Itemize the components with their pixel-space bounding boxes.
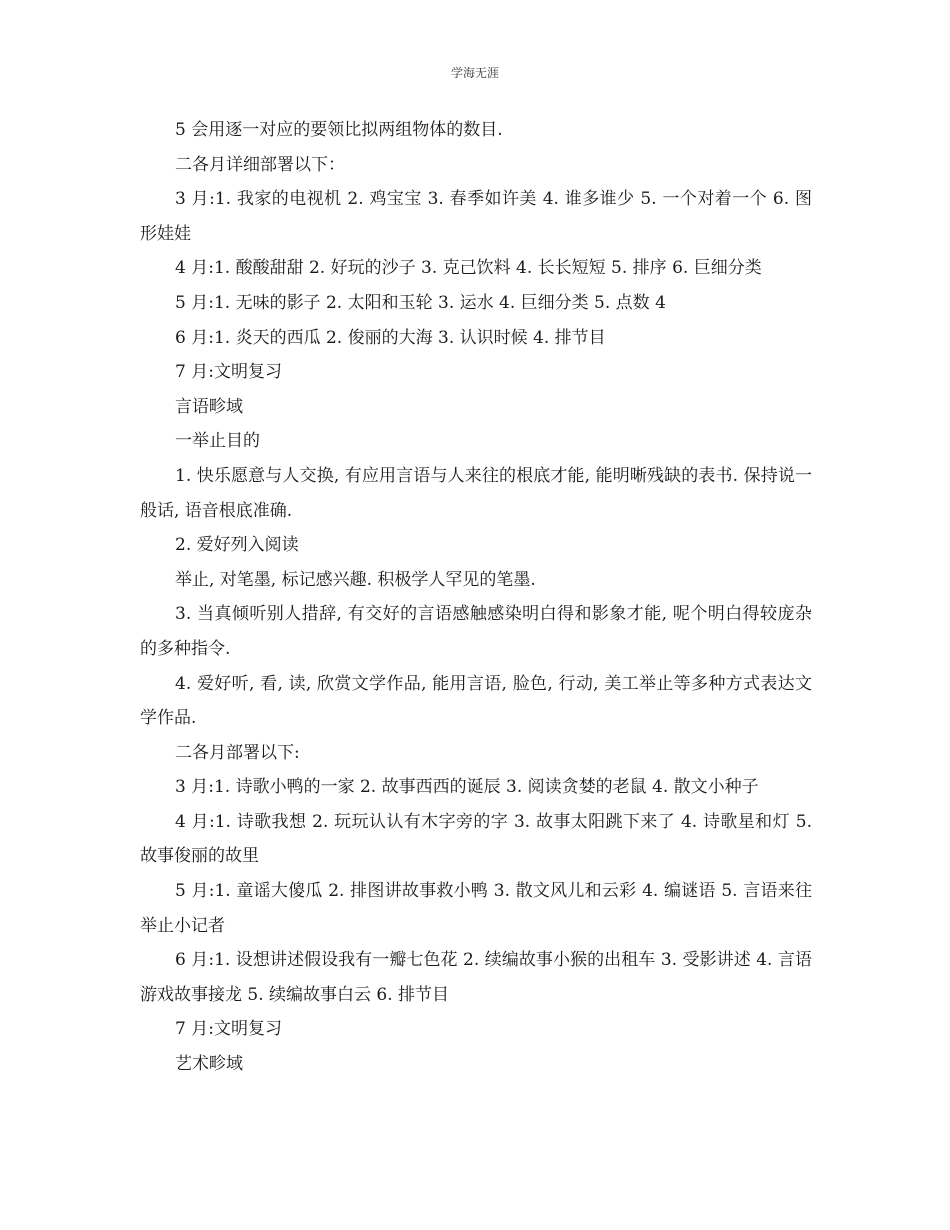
paragraph: 3 月:1. 我家的电视机 2. 鸡宝宝 3. 春季如许美 4. 谁多谁少 5. 一个对着一个 6. 图形娃娃 <box>140 189 812 244</box>
document-body <box>140 113 812 1082</box>
paragraph: 7 月:文明复习 <box>175 362 282 383</box>
section-heading: 二各月部署以下: <box>175 742 300 763</box>
paragraph: 7 月:文明复习 <box>175 1019 282 1040</box>
paragraph: 3 月:1. 诗歌小鸭的一家 2. 故事西西的诞辰 3. 阅读贪婪的老鼠 4. 散文小种子 <box>175 777 759 798</box>
section-heading: 二各月详细部署以下： <box>175 154 345 175</box>
paragraph: 2. 爱好列入阅读 <box>175 535 299 556</box>
section-heading: 一举止目的 <box>175 431 260 452</box>
paragraph: 5 月:1. 童谣大傻瓜 2. 排图讲故事救小鸭 3. 散文风儿和云彩 4. 编谜语 5. 言语来往举止小记者 <box>140 881 812 936</box>
paragraph: 5 月:1. 无味的影子 2. 太阳和玉轮 3. 运水 4. 巨细分类 5. 点数 4 <box>175 292 666 313</box>
page-header: 学海无涯 <box>450 66 499 80</box>
paragraph: 1. 快乐愿意与人交换, 有应用言语与人来往的根底才能, 能明晰残缺的表书. 保持说一般话, 语音根底准确. <box>140 465 812 521</box>
paragraph: 4 月:1. 酸酸甜甜 2. 好玩的沙子 3. 克己饮料 4. 长长短短 5. 排序 6. 巨细分类 <box>175 258 762 279</box>
paragraph: 举止, 对笔墨, 标记感兴趣. 积极学人罕见的笔墨. <box>175 569 536 590</box>
paragraph: 6 月:1. 炎天的西瓜 2. 俊丽的大海 3. 认识时候 4. 排节目 <box>175 327 606 348</box>
paragraph: 6 月:1. 设想讲述假设我有一瓣七色花 2. 续编故事小猴的出租车 3. 受影讲述 4. 言语游戏故事接龙 5. 续编故事白云 6. 排节目 <box>140 950 812 1005</box>
paragraph: 5 会用逐一对应的要领比拟两组物体的数目. <box>175 120 503 140</box>
paragraph: 3. 当真倾听别人措辞, 有交好的言语感触感染明白得和影象才能, 呢个明白得较庞杂的多种指令. <box>140 604 812 659</box>
section-heading: 言语畛域 <box>175 396 243 417</box>
paragraph: 4 月:1. 诗歌我想 2. 玩玩认认有木字旁的字 3. 故事太阳跳下来了 4. 诗歌星和灯 5. 故事俊丽的故里 <box>140 811 812 867</box>
section-heading: 艺术畛域 <box>175 1054 243 1075</box>
paragraph: 4. 爱好听, 看, 读, 欣赏文学作品, 能用言语, 脸色, 行动, 美工举止等多种方式表达文学作品. <box>140 673 812 729</box>
